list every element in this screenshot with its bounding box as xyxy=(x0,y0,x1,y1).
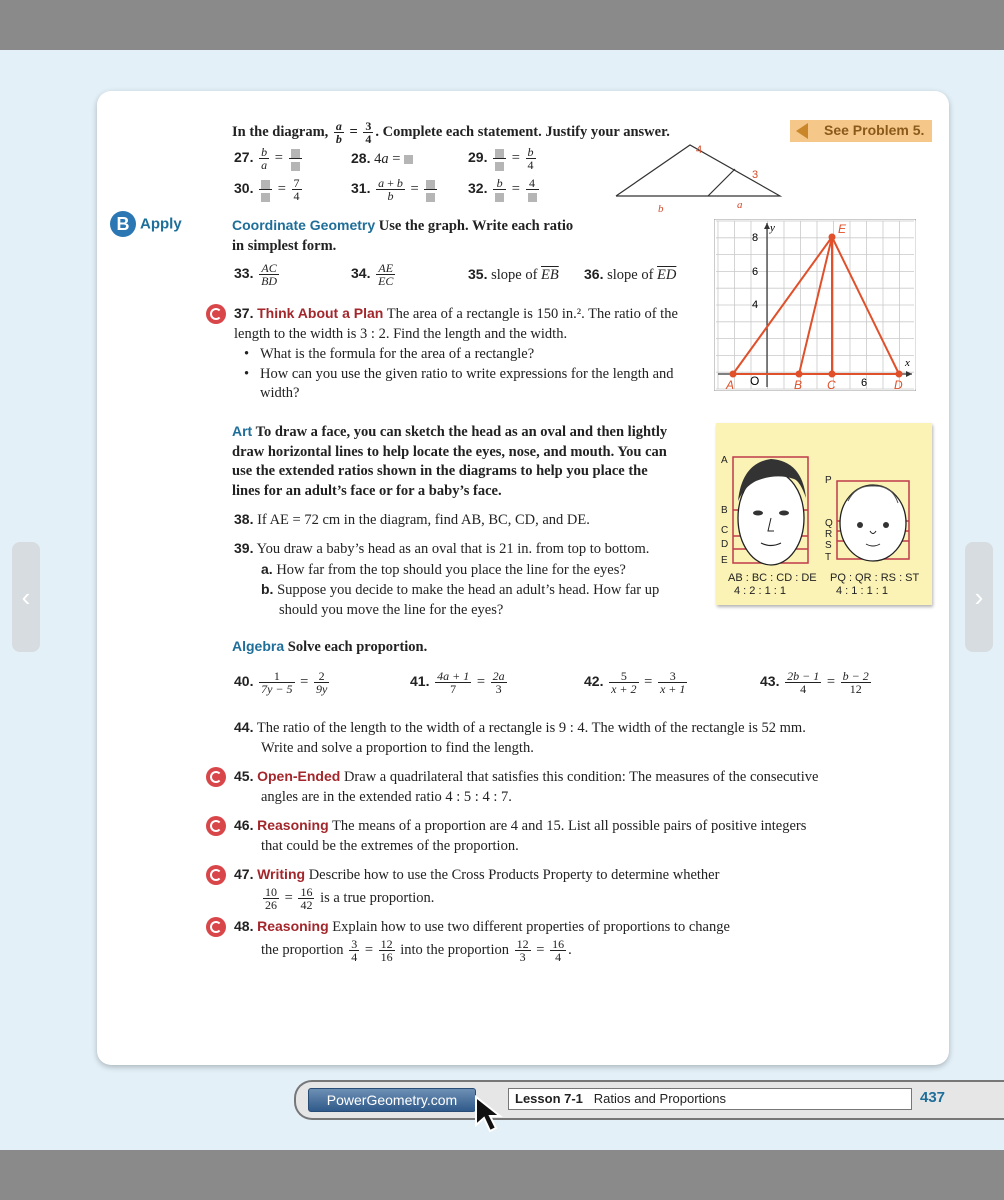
item-31: 31. $\frac{a + b}{b}$ = xyxy=(351,177,439,202)
see-problem-badge[interactable] xyxy=(790,120,932,142)
svg-text:D: D xyxy=(721,539,729,550)
lesson-box: Lesson 7-1 Ratios and Proportions xyxy=(508,1088,912,1110)
svg-text:R: R xyxy=(825,529,833,540)
question-47: 47. Writing Describe how to use the Cross Products Property to determine whether $\frac{10}{26}$ = $\frac{16}{42}$ is a true proportion. xyxy=(234,865,802,911)
algebra-prompt: Algebra Solve each proportion. xyxy=(232,638,428,655)
challenge-icon xyxy=(206,865,226,885)
coordinate-graph xyxy=(714,219,916,391)
svg-text:4 : 1 : 1 : 1: 4 : 1 : 1 : 1 xyxy=(836,585,888,597)
tri-label-4: 4 xyxy=(696,144,703,156)
item-34: 34. $\frac{AE}{EC}$ xyxy=(351,261,394,288)
q37-bullet: • What is the formula for the area of a rectangle? xyxy=(244,346,535,362)
item-27: 27. $\frac{b}{a}$ = xyxy=(234,146,304,171)
apply-badge: B Apply xyxy=(110,211,182,237)
intro-text: In the diagram, $\frac{a}{b}$ = $\frac{3}{4}$ . Complete each statement. Justify your answer. xyxy=(232,119,670,146)
svg-text:4 : 2 : 1 : 1: 4 : 2 : 1 : 1 xyxy=(734,585,786,597)
page-number: 437 xyxy=(920,1089,946,1106)
item-36: 36. slope of $\overline{ED}$ xyxy=(584,266,677,283)
svg-text:y: y xyxy=(770,222,775,234)
svg-text:8: 8 xyxy=(752,232,759,244)
challenge-icon xyxy=(206,917,226,937)
faces-illustration xyxy=(716,423,932,605)
item-33: 33. $\frac{AC}{BD}$ xyxy=(234,261,278,288)
art-prompt: Art To draw a face, you can sketch the head as an oval and then lightly draw horizontal lines to help locate the eyes, nose, and mouth. You can use the extended ratios shown in the diagrams to help you place the lines for an adult’s face or for a baby’s face. xyxy=(232,423,668,499)
tri-label-a: a xyxy=(737,199,743,211)
item-40: 40. $\frac{1}{7y - 5}$ = $\frac{2}{9y}$ xyxy=(234,669,328,696)
triangle-diagram xyxy=(610,140,790,215)
challenge-icon xyxy=(206,816,226,836)
svg-text:A: A xyxy=(726,378,735,391)
q39-part-a: a. How far from the top should you place the line for the eyes? xyxy=(261,560,626,578)
question-45: 45. Open-Ended Draw a quadrilateral that satisfies this condition: The measures of the consecutive angles are in the extended ratio 4 : 5 : 4 : 7. xyxy=(234,767,829,807)
challenge-icon xyxy=(206,304,226,324)
item-28: 28. 4a = xyxy=(351,149,413,170)
svg-text:B: B xyxy=(794,378,803,391)
cursor-icon xyxy=(472,1095,512,1135)
question-37: 37. Think About a Plan The area of a rectangle is 150 in.². The ratio of the length to the width is 3 : 2. Find the length and the width. • What is the formula for the area of a rectangle? • How can you use the given ratio to write expressions for the length and width? xyxy=(234,304,679,404)
svg-text:6: 6 xyxy=(861,377,868,389)
see-problem-label: See Problem 5. xyxy=(824,122,925,138)
b-level-icon: B xyxy=(110,211,136,237)
item-43: 43. $\frac{2b - 1}{4}$ = $\frac{b - 2}{12}$ xyxy=(760,669,869,696)
arrow-left-icon xyxy=(796,123,808,139)
powergeometry-link[interactable]: PowerGeometry.com xyxy=(308,1088,476,1112)
svg-text:S: S xyxy=(825,540,832,551)
svg-text:D: D xyxy=(894,378,903,391)
tri-label-3: 3 xyxy=(752,169,759,181)
top-bar xyxy=(0,0,1004,50)
question-39: 39. You draw a baby’s head as an oval that is 21 in. from top to bottom. a. How far from the top should you place the line for the eyes? b. Suppose you decide to make the head an adult’s head. How far up should you move the line for the eyes? xyxy=(234,539,694,620)
item-35: 35. slope of $\overline{EB}$ xyxy=(468,266,559,283)
q37-bullet: • How can you use the given ratio to write expressions for the length and width? xyxy=(244,365,674,401)
coordinate-prompt: Coordinate Geometry Use the graph. Write each ratio in simplest form. xyxy=(232,217,574,254)
tri-label-b: b xyxy=(658,203,664,215)
item-41: 41. $\frac{4a + 1}{7}$ = $\frac{2a}{3}$ xyxy=(410,669,505,696)
question-44: 44. The ratio of the length to the width of a rectangle is 9 : 4. The width of the rectangle is 52 mm. Write and solve a proportion to find the length. xyxy=(234,719,806,756)
svg-text:AB : BC : CD : DE: AB : BC : CD : DE xyxy=(728,572,817,584)
question-48: 48. Reasoning Explain how to use two different properties of proportions to change the proportion $\frac{3}{4}$ = $\frac{12}{16}$ into the proportion $\frac{12}{3}$ = $\frac{16}{4}$ . xyxy=(234,917,802,963)
svg-text:x: x xyxy=(905,357,910,369)
svg-text:A: A xyxy=(721,455,728,466)
svg-text:E: E xyxy=(721,555,728,566)
next-page-button[interactable]: › xyxy=(965,542,993,652)
svg-text:B: B xyxy=(721,505,728,516)
q39-part-b: b. Suppose you decide to make the head an adult’s head. How far up should you move the line for the eyes? xyxy=(261,581,660,618)
svg-text:PQ : QR : RS : ST: PQ : QR : RS : ST xyxy=(830,572,920,584)
baby-face xyxy=(840,485,906,561)
item-29: 29. = $\frac{b}{4}$ xyxy=(468,145,534,172)
question-46: 46. Reasoning The means of a proportion are 4 and 15. List all possible pairs of positive integers that could be the extremes of the proportion. xyxy=(234,816,829,856)
svg-text:E: E xyxy=(838,222,847,236)
prev-page-button[interactable]: ‹ xyxy=(12,542,40,652)
svg-text:Q: Q xyxy=(825,518,833,529)
svg-text:6: 6 xyxy=(752,266,759,278)
bottom-bar xyxy=(0,1150,1004,1200)
svg-text:P: P xyxy=(825,475,832,486)
footer-bar xyxy=(294,1080,1004,1120)
svg-text:T: T xyxy=(825,552,832,563)
svg-text:C: C xyxy=(721,525,729,536)
svg-text:O: O xyxy=(750,374,760,388)
item-42: 42. $\frac{5}{x + 2}$ = $\frac{3}{x + 1}$ xyxy=(584,669,686,696)
item-32: 32. b = 4 xyxy=(468,177,541,202)
question-38: 38. If AE = 72 cm in the diagram, find AB, BC, CD, and DE. xyxy=(234,511,590,528)
svg-text:C: C xyxy=(827,378,836,391)
item-30: 30. = $\frac{7}{4}$ xyxy=(234,176,300,203)
challenge-icon xyxy=(206,767,226,787)
svg-text:4: 4 xyxy=(752,299,759,311)
